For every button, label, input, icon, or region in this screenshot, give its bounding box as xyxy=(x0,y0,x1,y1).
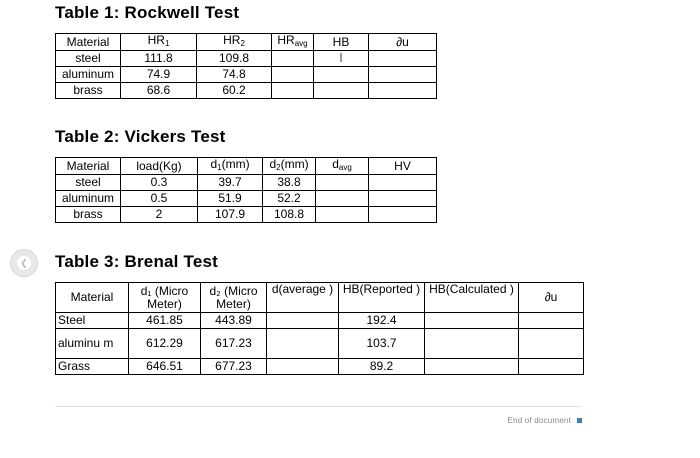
cell-material: Steel xyxy=(56,313,129,329)
cell-load: 2 xyxy=(121,207,198,223)
table1-title: Table 1: Rockwell Test xyxy=(55,3,240,22)
cell-d2: 617.23 xyxy=(201,329,267,359)
header-material: Material xyxy=(56,34,121,51)
cell-hravg[interactable] xyxy=(272,67,314,83)
header-hb: HB xyxy=(314,34,369,51)
header-hb-reported: HB(Reported ) xyxy=(339,283,425,313)
cell-load: 0.3 xyxy=(121,175,198,191)
cell-d1: 646.51 xyxy=(129,359,201,375)
table-header-row xyxy=(56,283,584,313)
cell-d2: 677.23 xyxy=(201,359,267,375)
cell-hb[interactable] xyxy=(314,51,369,67)
cell-hb-reported: 103.7 xyxy=(339,329,425,359)
cell-hb-reported: 192.4 xyxy=(339,313,425,329)
cell-hb-calculated[interactable] xyxy=(425,329,519,359)
cell-material: aluminum xyxy=(56,67,121,83)
brenal-table xyxy=(55,282,584,375)
table-row xyxy=(56,313,584,329)
cell-material: steel xyxy=(56,175,121,191)
cell-hr2: 74.8 xyxy=(197,67,272,83)
table-row xyxy=(56,359,584,375)
cell-d1: 461.85 xyxy=(129,313,201,329)
table3-title: Table 3: Brenal Test xyxy=(55,252,219,271)
cell-hb[interactable] xyxy=(314,83,369,99)
header-d1-micrometer: d₁ (Micro Meter) xyxy=(129,283,201,313)
cell-hb[interactable] xyxy=(314,67,369,83)
cell-hb-reported: 89.2 xyxy=(339,359,425,375)
cell-hr1: 68.6 xyxy=(121,83,197,99)
cell-material: steel xyxy=(56,51,121,67)
header-hravg: $HR_{avg}$ xyxy=(272,34,314,51)
end-of-document xyxy=(508,416,582,425)
cell-du[interactable] xyxy=(369,67,437,83)
cell-material: aluminum xyxy=(56,191,121,207)
text-cursor-icon: I xyxy=(339,51,343,65)
cell-davg[interactable] xyxy=(316,207,369,223)
cell-du[interactable] xyxy=(519,313,584,329)
cell-material: brass xyxy=(56,83,121,99)
header-hv: HV xyxy=(369,158,437,175)
cell-material: aluminu m xyxy=(56,329,129,359)
table-header-row xyxy=(56,34,437,51)
header-du: ∂u xyxy=(369,34,437,51)
cell-hravg[interactable] xyxy=(272,83,314,99)
cell-d2: 52.2 xyxy=(263,191,316,207)
table-row xyxy=(56,83,437,99)
end-of-document-label: End of document xyxy=(507,416,571,425)
table2-title: Table 2: Vickers Test xyxy=(55,127,226,146)
cell-hv[interactable] xyxy=(369,207,437,223)
cell-hv[interactable] xyxy=(369,191,437,207)
table-row xyxy=(56,207,437,223)
cell-hv[interactable] xyxy=(369,175,437,191)
header-hr2: $HR_2$ xyxy=(197,34,272,51)
cell-d2: 108.8 xyxy=(263,207,316,223)
cell-hravg[interactable] xyxy=(272,51,314,67)
cell-hb-calculated[interactable] xyxy=(425,359,519,375)
vickers-table xyxy=(55,157,437,223)
chevron-left-icon: ❮ xyxy=(17,256,31,270)
cell-hr1: 111.8 xyxy=(121,51,197,67)
header-load: load(Kg) xyxy=(121,158,198,175)
cell-d1: 39.7 xyxy=(198,175,263,191)
header-d2-micrometer: d₂ (Micro Meter) xyxy=(201,283,267,313)
cell-d-average[interactable] xyxy=(267,359,339,375)
rockwell-table xyxy=(55,33,437,99)
header-davg: $d_{avg}$ xyxy=(316,158,369,175)
cell-du[interactable] xyxy=(519,329,584,359)
cell-d-average[interactable] xyxy=(267,329,339,359)
cell-hr1: 74.9 xyxy=(121,67,197,83)
cell-du[interactable] xyxy=(369,83,437,99)
cell-material: Grass xyxy=(56,359,129,375)
cell-d2: 443.89 xyxy=(201,313,267,329)
cell-d2: 38.8 xyxy=(263,175,316,191)
cell-davg[interactable] xyxy=(316,175,369,191)
table-row xyxy=(56,329,584,359)
table-row xyxy=(56,175,437,191)
cell-load: 0.5 xyxy=(121,191,198,207)
cell-davg[interactable] xyxy=(316,191,369,207)
table-row xyxy=(56,191,437,207)
cell-d1: 51.9 xyxy=(198,191,263,207)
cell-hr2: 109.8 xyxy=(197,51,272,67)
end-marker-icon xyxy=(577,418,582,423)
cell-du[interactable] xyxy=(519,359,584,375)
cell-hb-calculated[interactable] xyxy=(425,313,519,329)
header-d1: $d_1(mm)$ xyxy=(198,158,263,175)
header-hr1: $HR_1$ xyxy=(121,34,197,51)
cell-material: brass xyxy=(56,207,121,223)
cell-d1: 107.9 xyxy=(198,207,263,223)
header-material: Material xyxy=(56,283,129,313)
cell-d1: 612.29 xyxy=(129,329,201,359)
cell-du[interactable] xyxy=(369,51,437,67)
cell-d-average[interactable] xyxy=(267,313,339,329)
footer-divider xyxy=(55,406,582,407)
header-hb-calculated: HB(Calculated ) xyxy=(425,283,519,313)
table-header-row xyxy=(56,158,437,175)
previous-page-button[interactable] xyxy=(10,249,38,277)
table-row xyxy=(56,51,437,67)
header-d2: $d_2(mm)$ xyxy=(263,158,316,175)
cell-hr2: 60.2 xyxy=(197,83,272,99)
header-d-average: d(average ) xyxy=(267,283,339,313)
table-row xyxy=(56,67,437,83)
header-material: Material xyxy=(56,158,121,175)
header-du: ∂u xyxy=(519,283,584,313)
